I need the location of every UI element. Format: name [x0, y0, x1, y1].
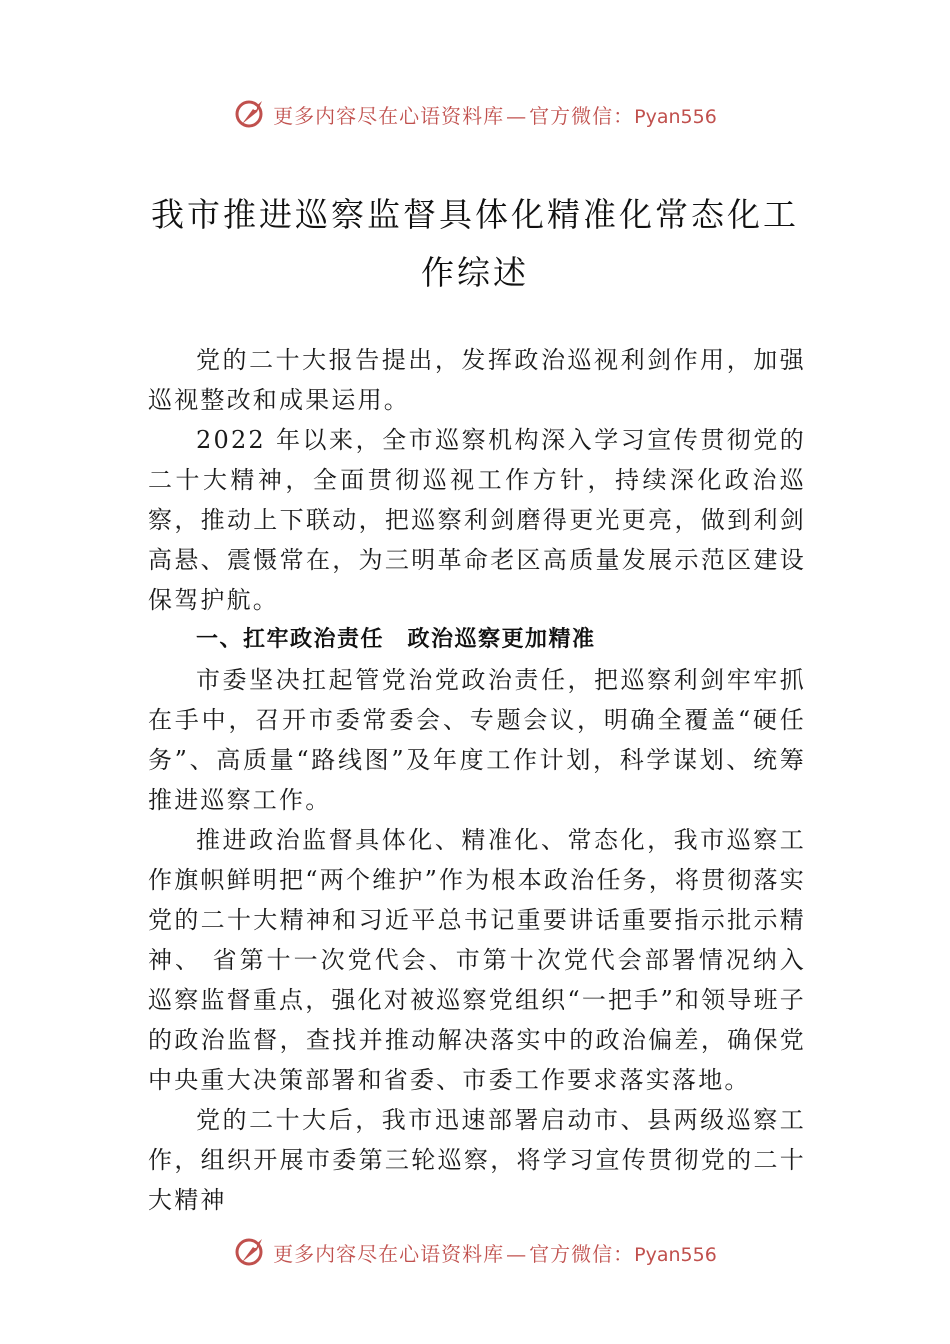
paragraph-5: 党的二十大后，我市迅速部署启动市、县两级巡察工作，组织开展市委第三轮巡察，将学习宣传贯彻党的二十大精神: [148, 1106, 806, 1214]
paragraph-2: 2022 年以来，全市巡察机构深入学习宣传贯彻党的二十大精神，全面贯彻巡视工作方针，持续深化政治巡察，推动上下联动，把巡察利剑磨得更光更亮，做到利剑高悬、震慑常在，为三明革命老区高质量发展示范区建设保驾护航。: [148, 426, 806, 614]
watermark-wechat-id: Pyan556: [634, 1243, 717, 1266]
document-title: 我市推进巡察监督具体化精准化常态化工作综述: [151, 195, 799, 292]
watermark-separator: —: [506, 1241, 528, 1266]
quill-pen-logo-icon: [233, 97, 267, 131]
footer-watermark-banner: [0, 1234, 950, 1270]
paragraph-4: 推进政治监督具体化、精准化、常态化，我市巡察工作旗帜鲜明把“两个维护”作为根本政治任务，将贯彻落实党的二十大精神和习近平总书记重要讲话重要指示批示精神、 省第十一次党代会、市第十次党代会部署情况纳入巡察监督重点，强化对被巡察党组织“一把手”和领导班子的政治监督，查找并推动解决落实中的政治偏差，确保党中央重大决策部署和省委、市委工作要求落实落地。: [148, 826, 806, 1094]
watermark-text: [273, 100, 717, 129]
paragraph-3: 市委坚决扛起管党治党政治责任，把巡察利剑牢牢抓在手中，召开市委常委会、专题会议，明确全覆盖“硬任务”、高质量“路线图”及年度工作计划，科学谋划、统筹推进巡察工作。: [148, 666, 806, 814]
watermark-library-text: 更多内容尽在心语资料库: [273, 1241, 505, 1266]
document-body: [148, 340, 806, 1220]
header-watermark-banner: [0, 96, 950, 132]
watermark-wechat-label: 官方微信：: [529, 103, 635, 128]
watermark-separator: —: [506, 103, 528, 128]
paragraph-1: 党的二十大报告提出，发挥政治巡视利剑作用，加强巡视整改和成果运用。: [148, 346, 806, 414]
section-heading-1: 一、扛牢政治责任 政治巡察更加精准: [196, 627, 596, 652]
watermark-library-text: 更多内容尽在心语资料库: [273, 103, 505, 128]
watermark-text: [273, 1238, 717, 1267]
watermark-wechat-id: Pyan556: [634, 105, 717, 128]
watermark-wechat-label: 官方微信：: [529, 1241, 635, 1266]
quill-pen-logo-icon: [233, 1235, 267, 1269]
